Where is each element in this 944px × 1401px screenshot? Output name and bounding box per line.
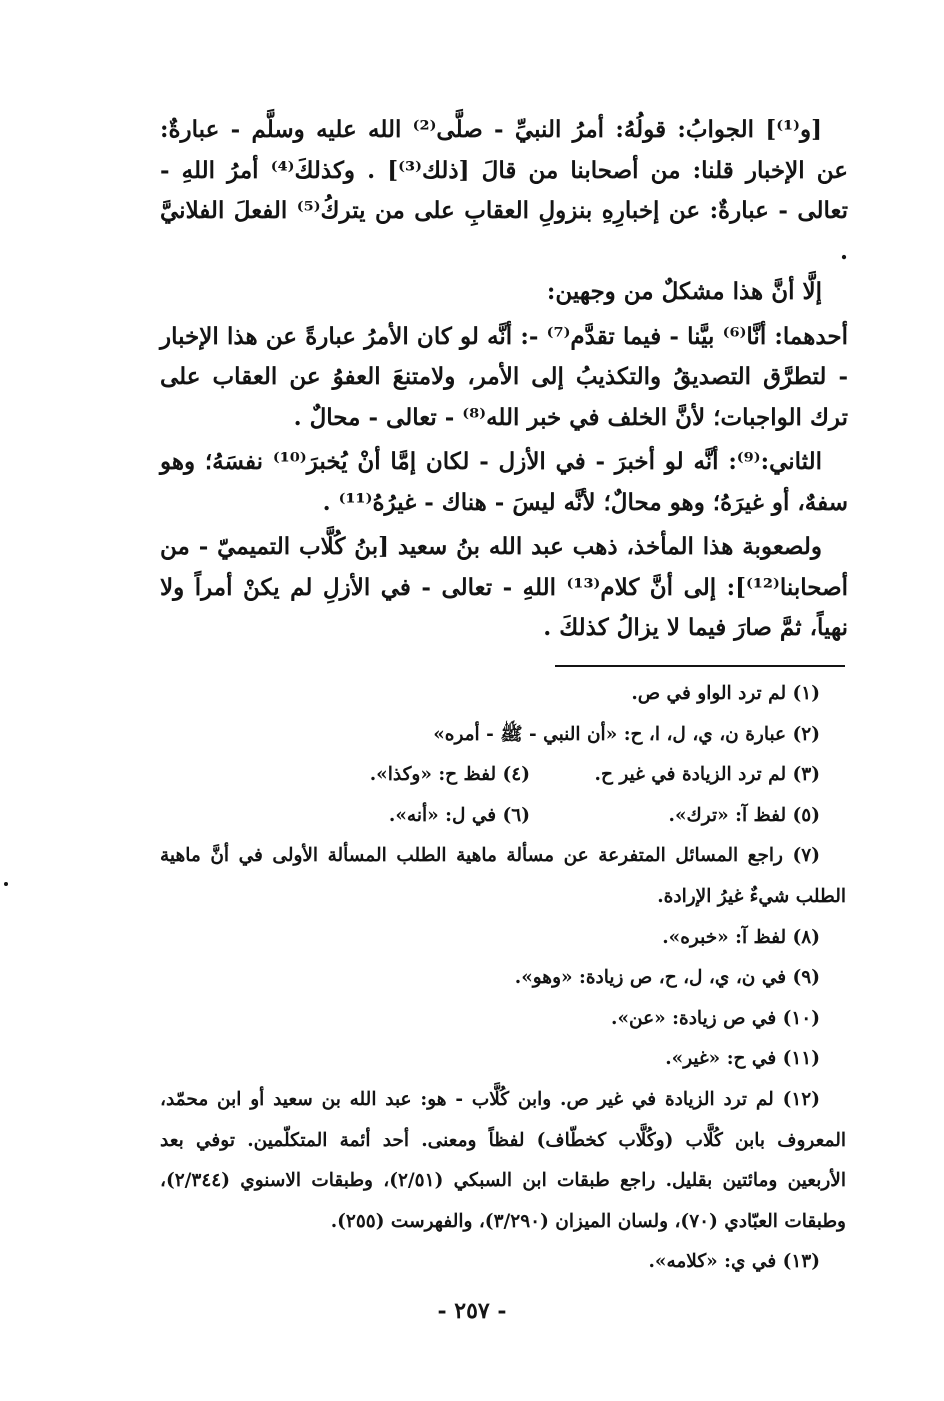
footnote-separator	[555, 665, 845, 667]
main-text	[160, 110, 848, 649]
footnote-6: (٦) في ل: «أنه».	[388, 804, 530, 826]
footnote-13: (١٣) في ي: «كلامه».	[648, 1251, 820, 1273]
footnotes	[160, 674, 846, 1283]
footnote-row-5-6	[160, 796, 846, 837]
footnote-3: (٣) لم ترد الزيادة في غير ح.	[594, 764, 820, 786]
footnote-8: (٨) لفظ آ: «خبره».	[662, 926, 820, 948]
page-number: - ٢٥٧ -	[437, 1298, 507, 1324]
footnote-7: (٧) راجع المسائل المتفرعة عن مسألة ماهية الطلب المسألة الأولى في أنَّ ماهية الطلب شيءٌ غيرُ الإرادة.	[160, 845, 846, 907]
footnote-11: (١١) في ح: «غير».	[665, 1048, 820, 1070]
paragraph-second-aspect: الثاني:⁽⁹⁾: أنَّه لو أخبرَ - في الأزل - لكان إمَّا أنْ يُخبرَ⁽¹⁰⁾ نفسَهُ؛ وهو سفهٌ، أو غيرَهُ؛ وهو محالٌ؛ لأنَّه ليسَ - هناك - غيرُهُ⁽¹¹⁾ .	[160, 448, 848, 516]
paragraph-problem: إلَّا أنَّ هذا مشكلٌ من وجهين:	[546, 278, 822, 305]
footnote-1: (١) لم ترد الواو في ص.	[631, 683, 820, 704]
footnote-12: (١٢) لم ترد الزيادة في غير ص. وابن كُلَّاب - هو: عبد الله بن سعيد أو ابن محمّد، المعروف بابن كُلَّاب (وكُلَّاب كخطّاف) لفظاً ومعنى. أحد أئمة المتكلّمين. توفي بعد الأربعين ومائتين بقليل. راجع طبقات ابن السبكي (٢/٥١)، وطبقات الاسنوي (٢/٣٤٤)، وطبقات العبّادي (٧٠)، ولسان الميزان (٣/٢٩٠)، والفهرست (٢٥٥).	[160, 1088, 846, 1232]
footnote-2: (٢) عبارة ن، ي، ل، ا، ح: «أن النبي - ﷺ - أمره»	[433, 723, 820, 745]
footnote-10: (١٠) في ص زيادة: «عن».	[611, 1007, 820, 1029]
footnote-9: (٩) في ن، ي، ل، ح، ص زيادة: «وهو».	[514, 967, 820, 989]
scan-speck	[4, 882, 8, 886]
footnote-5: (٥) لفظ آ: «ترك».	[668, 804, 820, 826]
paragraph-first-aspect: أحدهما: أنَّا⁽⁶⁾ بيَّنا - فيما تقدَّم⁽⁷⁾ -: أنَّه لو كان الأمرُ عبارةً عن هذا الإخبار - لتطرَّق التصديقُ والتكذيبُ إلى الأمر، ولامتنعَ العفوُ عن العقاب على ترك الواجبات؛ لأنَّ الخلف في خبر الله⁽⁸⁾ - تعالى - محالٌ .	[160, 322, 849, 431]
paragraph-answer: [و⁽¹⁾] الجوابُ: قولُهُ: أمرُ النبيِّ - صلَّى⁽²⁾ الله عليه وسلَّم - عبارةٌ: عن الإخبار قلنا: من أصحابنا من قالَ [ذلك⁽³⁾] . وكذلكَ⁽⁴⁾ أمرُ اللهِ - تعالى - عبارةٌ: عن إخبارِهِ بنزولِ العقابِ على من يتركُ⁽⁵⁾ الفعلَ الفلانيَّ .	[160, 116, 849, 265]
paragraph-ibn-kullab: ولصعوبة هذا المأخذ، ذهب عبد الله بنُ سعيد [بنُ كُلَّاب التميميّ - من أصحابنا⁽¹²⁾]: إلى أنَّ كلام⁽¹³⁾ اللهِ - تعالى - في الأزلِ لم يكنْ أمراً ولا نهياً، ثمَّ صارَ فيما لا يزالُ كذلكَ .	[160, 533, 848, 641]
footnote-row-3-4	[160, 755, 846, 796]
footnote-4: (٤) لفظ ح: «وكذا».	[369, 764, 530, 786]
